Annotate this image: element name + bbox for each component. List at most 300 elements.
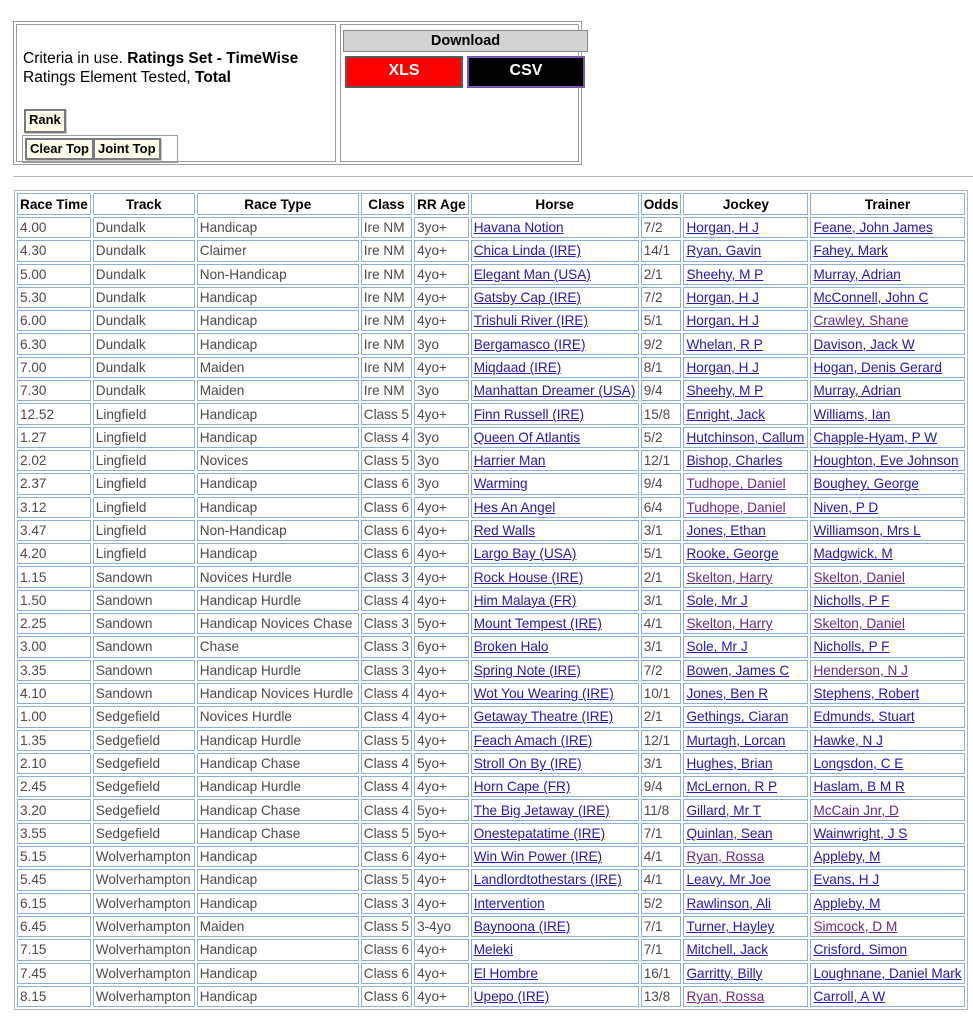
class-cell: Class 3 (361, 893, 412, 914)
trainer-link[interactable]: Appleby, M (813, 895, 881, 911)
race-type-cell: Novices Hurdle (197, 706, 359, 727)
class-cell: Class 4 (361, 799, 412, 820)
horse-link[interactable]: The Big Jetaway (IRE) (473, 802, 610, 818)
column-header-race-type[interactable]: Race Type (197, 193, 359, 215)
horse-cell (471, 264, 639, 285)
jockey-link[interactable]: Horgan, H J (686, 359, 759, 375)
table-row (17, 566, 965, 587)
odds-cell: 3/1 (641, 636, 682, 657)
rr-age-cell: 4yo+ (414, 566, 469, 587)
jockey-cell (683, 380, 808, 401)
jockey-link[interactable]: Enright, Jack (686, 406, 766, 422)
jockey-link[interactable]: Quinlan, Sean (686, 825, 773, 841)
race-type-cell: Maiden (197, 916, 359, 937)
trainer-cell (810, 403, 964, 424)
race-time-cell: 4.30 (17, 240, 91, 261)
class-cell: Ire NM (361, 333, 412, 354)
table-row (17, 730, 965, 751)
trainer-cell (810, 217, 964, 238)
rr-age-cell: 5yo+ (414, 799, 469, 820)
rr-age-cell: 3yo (414, 473, 469, 494)
odds-cell: 13/8 (641, 986, 682, 1007)
track-cell: Wolverhampton (93, 846, 195, 867)
trainer-link[interactable]: Carroll, A W (813, 988, 886, 1004)
horse-link[interactable]: Gatsby Cap (IRE) (473, 290, 581, 306)
race-type-cell: Handicap (197, 846, 359, 867)
horse-link[interactable]: Elegant Man (USA) (473, 266, 591, 282)
odds-cell: 3/1 (641, 590, 682, 611)
class-cell: Class 4 (361, 590, 412, 611)
race-time-cell: 7.15 (17, 939, 91, 960)
race-type-cell: Handicap (197, 403, 359, 424)
rr-age-cell: 4yo+ (414, 730, 469, 751)
jockey-cell (683, 590, 808, 611)
trainer-link[interactable]: Stephens, Robert (813, 686, 920, 702)
track-cell: Sandown (93, 636, 195, 657)
class-cell: Class 5 (361, 450, 412, 471)
jockey-link[interactable]: Sheehy, M P (686, 266, 764, 282)
horse-link[interactable]: Upepo (IRE) (473, 988, 550, 1004)
download-box (340, 24, 579, 162)
trainer-link[interactable]: Longsdon, C E (813, 755, 904, 771)
jockey-cell (683, 497, 808, 518)
jockey-link[interactable]: Ryan, Rossa (686, 988, 765, 1004)
track-cell: Wolverhampton (93, 869, 195, 890)
race-type-cell: Maiden (197, 380, 359, 401)
horse-link[interactable]: Harrier Man (473, 453, 546, 469)
table-row (17, 287, 965, 308)
trainer-link[interactable]: Fahey, Mark (813, 243, 888, 259)
jockey-link[interactable]: McLernon, R P (686, 779, 778, 795)
horse-link[interactable]: El Hombre (473, 965, 538, 981)
race-time-cell: 6.15 (17, 893, 91, 914)
track-cell: Dundalk (93, 357, 195, 378)
divider (13, 176, 973, 177)
class-cell: Class 3 (361, 566, 412, 587)
jockey-cell (683, 823, 808, 844)
class-cell: Class 5 (361, 730, 412, 751)
column-header-horse[interactable]: Horse (471, 193, 639, 215)
trainer-cell (810, 357, 964, 378)
criteria-ratings-element: Total (195, 69, 231, 86)
horse-cell (471, 520, 639, 541)
trainer-link[interactable]: Hawke, N J (813, 732, 883, 748)
trainer-cell (810, 333, 964, 354)
table-row (17, 776, 965, 797)
table-row (17, 869, 965, 890)
criteria-box (16, 24, 336, 162)
horse-link[interactable]: Stroll On By (IRE) (473, 755, 582, 771)
race-time-cell: 1.35 (17, 730, 91, 751)
odds-cell: 8/1 (641, 357, 682, 378)
download-xls-button[interactable]: XLS (345, 56, 463, 88)
trainer-cell (810, 776, 964, 797)
odds-cell: 4/1 (641, 613, 682, 634)
jockey-link[interactable]: Sole, Mr J (686, 592, 748, 608)
table-row (17, 450, 965, 471)
race-type-cell: Handicap (197, 497, 359, 518)
jockey-link[interactable]: Whelan, R P (686, 336, 763, 352)
jockey-link[interactable]: Ryan, Rossa (686, 849, 765, 865)
track-cell: Sandown (93, 566, 195, 587)
horse-cell (471, 287, 639, 308)
jockey-link[interactable]: Bowen, James C (686, 662, 790, 678)
class-cell: Class 6 (361, 543, 412, 564)
track-cell: Lingfield (93, 497, 195, 518)
horse-link[interactable]: Horn Cape (FR) (473, 779, 571, 795)
jockey-link[interactable]: Tudhope, Daniel (686, 499, 786, 515)
trainer-link[interactable]: Davison, Jack W (813, 336, 915, 352)
jockey-link[interactable]: Rawlinson, Ali (686, 895, 772, 911)
horse-link[interactable]: Finn Russell (IRE) (473, 406, 584, 422)
trainer-cell (810, 636, 964, 657)
rr-age-cell: 4yo+ (414, 590, 469, 611)
trainer-link[interactable]: Appleby, M (813, 849, 881, 865)
race-type-cell: Handicap Hurdle (197, 660, 359, 681)
track-cell: Lingfield (93, 520, 195, 541)
jockey-link[interactable]: Jones, Ben R (686, 686, 769, 702)
race-time-cell: 2.37 (17, 473, 91, 494)
race-time-cell: 6.30 (17, 333, 91, 354)
horse-cell (471, 869, 639, 890)
race-type-cell: Maiden (197, 357, 359, 378)
class-cell: Class 6 (361, 497, 412, 518)
track-cell: Wolverhampton (93, 986, 195, 1007)
class-cell: Ire NM (361, 264, 412, 285)
race-type-cell: Handicap Hurdle (197, 776, 359, 797)
trainer-link[interactable]: Loughnane, Daniel Mark (813, 965, 962, 981)
jockey-link[interactable]: Turner, Hayley (686, 919, 775, 935)
horse-link[interactable]: Trishuli River (IRE) (473, 313, 588, 329)
horse-cell (471, 566, 639, 587)
jockey-link[interactable]: Hutchinson, Callum (686, 429, 805, 445)
jockey-link[interactable]: Skelton, Harry (686, 616, 773, 632)
horse-link[interactable]: Spring Note (IRE) (473, 662, 581, 678)
race-type-cell: Chase (197, 636, 359, 657)
race-time-cell: 3.47 (17, 520, 91, 541)
jockey-link[interactable]: Sheehy, M P (686, 383, 764, 399)
class-cell: Class 6 (361, 520, 412, 541)
jockey-cell (683, 869, 808, 890)
odds-cell: 3/1 (641, 520, 682, 541)
jockey-link[interactable]: Jones, Ethan (686, 523, 766, 538)
trainer-link[interactable]: Nicholls, P F (813, 592, 890, 608)
rr-age-cell: 4yo+ (414, 543, 469, 564)
jockey-cell (683, 543, 808, 564)
odds-cell: 2/1 (641, 264, 682, 285)
class-cell: Ire NM (361, 357, 412, 378)
jockey-link[interactable]: Hughes, Brian (686, 755, 773, 771)
trainer-link[interactable]: McConnell, John C (813, 290, 929, 306)
column-header-class[interactable]: Class (361, 193, 412, 215)
jockey-link[interactable]: Murtagh, Lorcan (686, 732, 786, 748)
track-cell: Dundalk (93, 240, 195, 261)
track-cell: Sandown (93, 590, 195, 611)
race-time-cell: 5.30 (17, 287, 91, 308)
horse-cell (471, 380, 639, 401)
table-row (17, 380, 965, 401)
table-row (17, 333, 965, 354)
trainer-link[interactable]: Hogan, Denis Gerard (813, 359, 942, 375)
trainer-link[interactable]: Wainwright, J S (813, 825, 908, 841)
jockey-link[interactable]: Ryan, Gavin (686, 243, 762, 259)
trainer-link[interactable]: Skelton, Daniel (813, 569, 905, 585)
jockey-link[interactable]: Horgan, H J (686, 220, 759, 236)
class-cell: Class 6 (361, 846, 412, 867)
horse-link[interactable]: Largo Bay (USA) (473, 546, 577, 562)
track-cell: Lingfield (93, 450, 195, 471)
rr-age-cell: 4yo+ (414, 869, 469, 890)
trainer-link[interactable]: Edmunds, Stuart (813, 709, 915, 725)
trainer-cell (810, 520, 964, 541)
race-time-cell: 2.45 (17, 776, 91, 797)
horse-link[interactable]: Broken Halo (473, 639, 549, 655)
table-row (17, 846, 965, 867)
class-cell: Ire NM (361, 240, 412, 261)
jockey-cell (683, 520, 808, 541)
class-cell: Class 6 (361, 939, 412, 960)
horse-link[interactable]: Him Malaya (FR) (473, 592, 577, 608)
race-type-cell: Handicap Chase (197, 753, 359, 774)
table-row (17, 636, 965, 657)
track-cell: Sandown (93, 683, 195, 704)
trainer-link[interactable]: Skelton, Daniel (813, 616, 905, 632)
race-time-cell: 12.52 (17, 403, 91, 424)
horse-link[interactable]: Feach Amach (IRE) (473, 732, 593, 748)
rr-age-cell: 4yo+ (414, 403, 469, 424)
jockey-link[interactable]: Rooke, George (686, 546, 779, 562)
column-header-trainer[interactable]: Trainer (810, 193, 964, 215)
trainer-cell (810, 427, 964, 448)
trainer-link[interactable]: Crawley, Shane (813, 313, 909, 329)
odds-cell: 4/1 (641, 846, 682, 867)
race-time-cell: 7.00 (17, 357, 91, 378)
class-cell: Ire NM (361, 287, 412, 308)
horse-link[interactable]: Intervention (473, 895, 545, 911)
horse-link[interactable]: Landlordtothestars (IRE) (473, 872, 622, 888)
trainer-link[interactable]: Murray, Adrian (813, 383, 901, 399)
trainer-link[interactable]: Houghton, Eve Johnson (813, 453, 959, 469)
jockey-link[interactable]: Garritty, Billy (686, 965, 763, 981)
trainer-link[interactable]: Williamson, Mrs L (813, 523, 921, 538)
download-header: Download (343, 30, 588, 52)
horse-cell (471, 450, 639, 471)
horse-cell (471, 497, 639, 518)
rr-age-cell: 3yo+ (414, 217, 469, 238)
table-row (17, 264, 965, 285)
column-header-odds[interactable]: Odds (641, 193, 682, 215)
horse-cell (471, 403, 639, 424)
race-time-cell: 3.12 (17, 497, 91, 518)
jockey-cell (683, 310, 808, 331)
rr-age-cell: 5yo+ (414, 613, 469, 634)
odds-cell: 10/1 (641, 683, 682, 704)
joint-top-button[interactable]: Joint Top (93, 138, 161, 160)
track-cell: Wolverhampton (93, 963, 195, 984)
horse-cell (471, 963, 639, 984)
horse-link[interactable]: Mount Tempest (IRE) (473, 616, 602, 632)
jockey-link[interactable]: Tudhope, Daniel (686, 476, 786, 492)
jockey-cell (683, 217, 808, 238)
rank-button[interactable]: Rank (24, 109, 66, 133)
horse-cell (471, 590, 639, 611)
horse-link[interactable]: Rock House (IRE) (473, 569, 584, 585)
jockey-cell (683, 916, 808, 937)
trainer-cell (810, 893, 964, 914)
jockey-cell (683, 636, 808, 657)
criteria-download-panel (13, 21, 582, 165)
jockey-cell (683, 403, 808, 424)
horse-cell (471, 776, 639, 797)
odds-cell: 16/1 (641, 963, 682, 984)
trainer-cell (810, 660, 964, 681)
horse-cell (471, 753, 639, 774)
rr-age-cell: 3yo (414, 333, 469, 354)
horse-link[interactable]: Chica Linda (IRE) (473, 243, 581, 259)
horse-cell (471, 240, 639, 261)
odds-cell: 11/8 (641, 799, 682, 820)
race-time-cell: 5.45 (17, 869, 91, 890)
race-type-cell: Handicap (197, 473, 359, 494)
jockey-link[interactable]: Gillard, Mr T (686, 802, 761, 818)
table-row (17, 543, 965, 564)
horse-link[interactable]: Getaway Theatre (IRE) (473, 709, 614, 725)
race-time-cell: 6.45 (17, 916, 91, 937)
trainer-link[interactable]: Boughey, George (813, 476, 919, 492)
jockey-cell (683, 893, 808, 914)
horse-link[interactable]: Win Win Power (IRE) (473, 849, 603, 865)
horse-link[interactable]: Red Walls (473, 523, 536, 538)
track-cell: Dundalk (93, 380, 195, 401)
table-row (17, 403, 965, 424)
horse-link[interactable]: Onestepatatime (IRE) (473, 825, 606, 841)
track-cell: Lingfield (93, 403, 195, 424)
top-buttons-group (22, 135, 178, 163)
horse-link[interactable]: Hes An Angel (473, 499, 556, 515)
rr-age-cell: 4yo+ (414, 520, 469, 541)
horse-link[interactable]: Manhattan Dreamer (USA) (473, 383, 636, 399)
column-header-rr-age[interactable]: RR Age (414, 193, 469, 215)
download-csv-button[interactable]: CSV (467, 56, 585, 88)
table-row (17, 427, 965, 448)
horse-link[interactable]: Havana Notion (473, 220, 564, 236)
clear-top-button[interactable]: Clear Top (25, 138, 94, 160)
horse-link[interactable]: Miqdaad (IRE) (473, 359, 562, 375)
trainer-link[interactable]: Madgwick, M (813, 546, 893, 562)
horse-link[interactable]: Meleki (473, 942, 513, 958)
column-header-race-time[interactable]: Race Time (17, 193, 91, 215)
track-cell: Dundalk (93, 287, 195, 308)
odds-cell: 2/1 (641, 566, 682, 587)
odds-cell: 9/4 (641, 473, 682, 494)
trainer-link[interactable]: Evans, H J (813, 872, 880, 888)
races-table (14, 190, 968, 1010)
class-cell: Class 3 (361, 660, 412, 681)
horse-link[interactable]: Baynoona (IRE) (473, 919, 571, 935)
track-cell: Lingfield (93, 427, 195, 448)
trainer-link[interactable]: Henderson, N J (813, 662, 908, 678)
race-type-cell: Handicap Novices Hurdle (197, 683, 359, 704)
trainer-cell (810, 823, 964, 844)
race-type-cell: Non-Handicap (197, 520, 359, 541)
odds-cell: 7/2 (641, 660, 682, 681)
horse-link[interactable]: Queen Of Atlantis (473, 429, 581, 445)
trainer-cell (810, 846, 964, 867)
jockey-link[interactable]: Mitchell, Jack (686, 942, 769, 958)
trainer-cell (810, 753, 964, 774)
rr-age-cell: 4yo+ (414, 497, 469, 518)
table-row (17, 240, 965, 261)
rr-age-cell: 4yo+ (414, 986, 469, 1007)
trainer-cell (810, 683, 964, 704)
trainer-link[interactable]: Niven, P D (813, 499, 879, 515)
criteria-line2-prefix: Ratings Element Tested, (23, 69, 196, 86)
jockey-link[interactable]: Sole, Mr J (686, 639, 748, 655)
race-type-cell: Handicap (197, 939, 359, 960)
rr-age-cell: 3yo (414, 427, 469, 448)
class-cell: Class 6 (361, 986, 412, 1007)
trainer-link[interactable]: McCain Jnr, D (813, 802, 899, 818)
trainer-cell (810, 473, 964, 494)
column-header-jockey[interactable]: Jockey (683, 193, 808, 215)
race-type-cell: Handicap (197, 543, 359, 564)
horse-link[interactable]: Warming (473, 476, 528, 492)
horse-cell (471, 683, 639, 704)
horse-link[interactable]: Wot You Wearing (IRE) (473, 686, 614, 702)
rr-age-cell: 4yo+ (414, 287, 469, 308)
track-cell: Dundalk (93, 264, 195, 285)
jockey-link[interactable]: Horgan, H J (686, 290, 759, 306)
horse-cell (471, 310, 639, 331)
trainer-link[interactable]: Nicholls, P F (813, 639, 890, 655)
column-header-track[interactable]: Track (93, 193, 195, 215)
trainer-link[interactable]: Simcock, D M (813, 919, 898, 935)
trainer-cell (810, 497, 964, 518)
track-cell: Sedgefield (93, 730, 195, 751)
rr-age-cell: 4yo+ (414, 660, 469, 681)
odds-cell: 9/4 (641, 380, 682, 401)
trainer-cell (810, 310, 964, 331)
rr-age-cell: 5yo+ (414, 753, 469, 774)
odds-cell: 9/2 (641, 333, 682, 354)
jockey-link[interactable]: Leavy, Mr Joe (686, 872, 771, 888)
table-row (17, 916, 965, 937)
table-row (17, 823, 965, 844)
race-time-cell: 3.55 (17, 823, 91, 844)
race-time-cell: 5.15 (17, 846, 91, 867)
trainer-link[interactable]: Murray, Adrian (813, 266, 901, 282)
horse-link[interactable]: Bergamasco (IRE) (473, 336, 586, 352)
trainer-link[interactable]: Haslam, B M R (813, 779, 905, 795)
horse-cell (471, 986, 639, 1007)
table-header-row (17, 193, 965, 215)
jockey-link[interactable]: Horgan, H J (686, 313, 759, 329)
jockey-link[interactable]: Bishop, Charles (686, 453, 783, 469)
horse-cell (471, 217, 639, 238)
race-time-cell: 8.15 (17, 986, 91, 1007)
jockey-link[interactable]: Skelton, Harry (686, 569, 773, 585)
trainer-link[interactable]: Crisford, Simon (813, 942, 908, 958)
trainer-link[interactable]: Williams, Ian (813, 406, 891, 422)
trainer-link[interactable]: Chapple-Hyam, P W (813, 429, 938, 445)
jockey-link[interactable]: Gethings, Ciaran (686, 709, 789, 725)
odds-cell: 12/1 (641, 450, 682, 471)
jockey-cell (683, 660, 808, 681)
trainer-link[interactable]: Feane, John James (813, 220, 933, 236)
jockey-cell (683, 730, 808, 751)
rr-age-cell: 3-4yo (414, 916, 469, 937)
race-type-cell: Handicap (197, 333, 359, 354)
